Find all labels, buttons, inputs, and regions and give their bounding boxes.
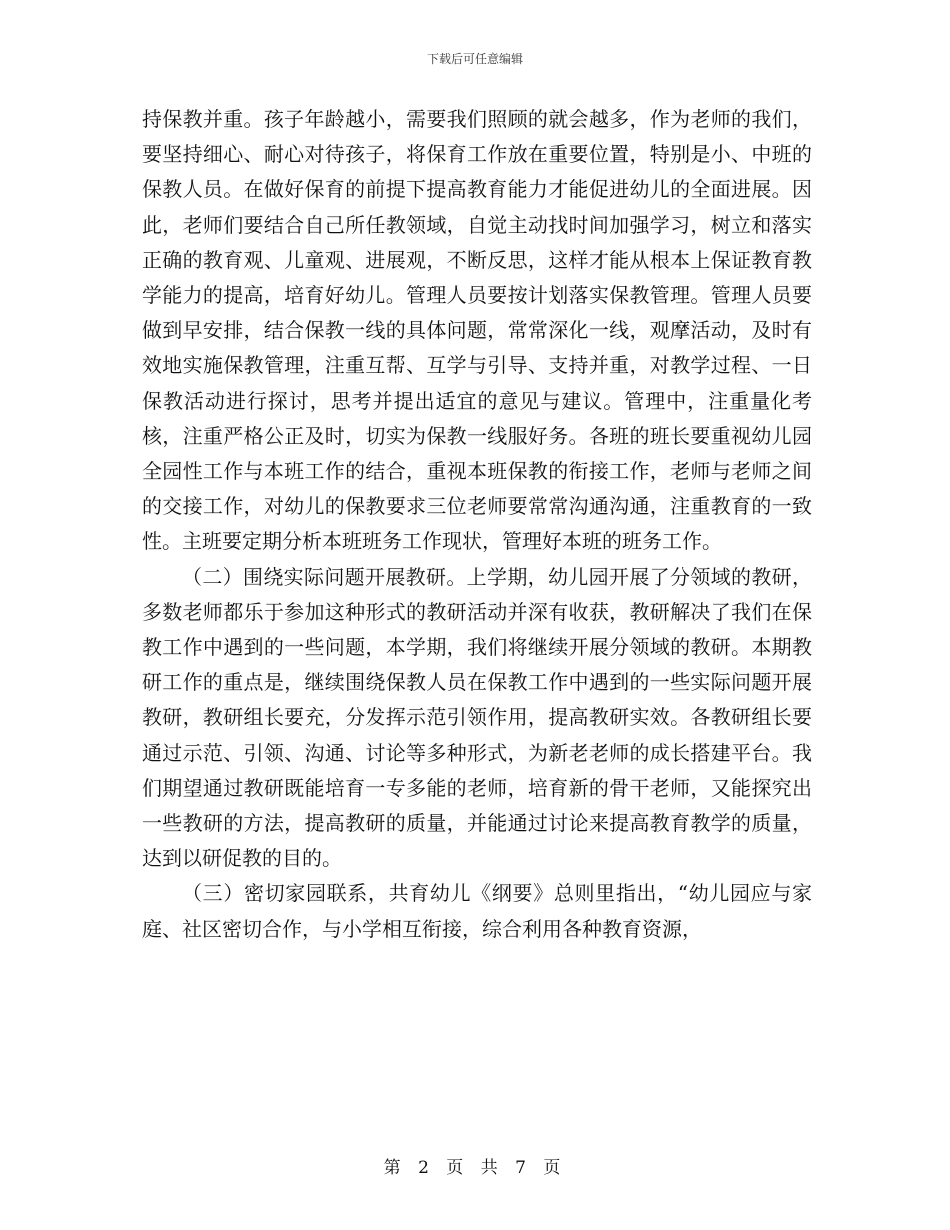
page-header: 下载后可任意编辑	[426, 52, 523, 66]
document-body	[142, 102, 812, 947]
paragraph-research: （二）围绕实际问题开展教研。上学期，幼儿园开展了分领域的教研，多数老师都乐于参加这种形式的教研活动并深有收获，教研解决了我们在保教工作中遇到的一些问题，本学期，我们将继续开展分领域的教研。本期教研工作的重点是，继续围绕保教人员在保教工作中遇到的一些实际问题开展教研，教研组长要充，分发挥示范引领作用，提高教研实效。各教研组长要通过示范、引领、沟通、讨论等多种形式，为新老老师的成长搭建平台。我们期望通过教研既能培育一专多能的老师，培育新的骨干老师，又能探究出一些教研的方法，提高教研的质量，并能通过讨论来提高教育教学的质量，达到以研促教的目的。	[142, 564, 812, 871]
paragraph-home-school: （三）密切家园联系，共育幼儿《纲要》总则里指出，“幼儿园应与家庭、社区密切合作，与小学相互衔接，综合利用各种教育资源，	[142, 881, 812, 941]
page-number-footer: 第 2 页 共 7 页	[383, 1158, 567, 1178]
paragraph-continued: 持保教并重。孩子年龄越小，需要我们照顾的就会越多，作为老师的我们，要坚持细心、耐心对待孩子，将保育工作放在重要位置，特别是小、中班的保教人员。在做好保育的前提下提高教育能力才能促进幼儿的全面进展。因此，老师们要结合自己所任教领域，自觉主动找时间加强学习，树立和落实正确的教育观、儿童观、进展观，不断反思，这样才能从根本上保证教育教学能力的提高，培育好幼儿。管理人员要按计划落实保教管理。管理人员要做到早安排，结合保教一线的具体问题，常常深化一线，观摩活动，及时有效地实施保教管理，注重互帮、互学与引导、支持并重，对教学过程、一日保教活动进行探讨，思考并提出适宜的意见与建议。管理中，注重量化考核，注重严格公正及时，切实为保教一线服好务。各班的班长要重视幼儿园全园性工作与本班工作的结合，重视本班保教的衔接工作，老师与老师之间的交接工作，对幼儿的保教要求三位老师要常常沟通沟通，注重教育的一致性。主班要定期分析本班班务工作现状，管理好本班的班务工作。	[142, 107, 812, 554]
